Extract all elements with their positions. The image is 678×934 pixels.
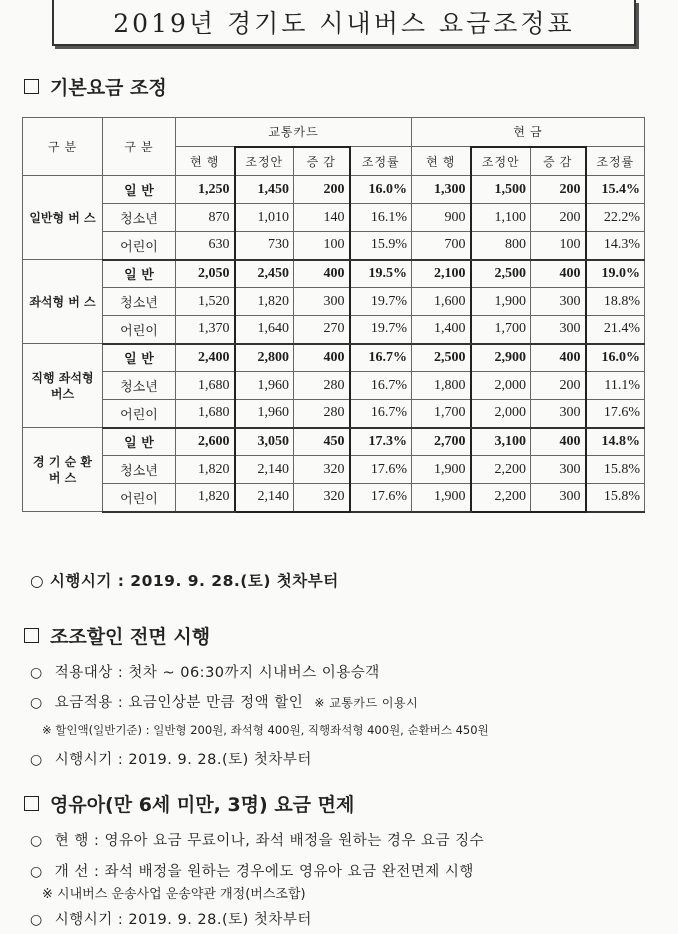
fare-value-cell: 400 [531, 260, 586, 288]
s3-line-improve: ○ 개 선 : 좌석 배정을 원하는 경우에도 영유아 요금 완전면제 시행 [30, 864, 474, 880]
s2-line-target: ○ 적용대상 : 첫차 ~ 06:30까지 시내버스 이용승객 [30, 665, 380, 681]
fare-value-cell: 19.7% [350, 316, 412, 344]
checkbox-square-icon [24, 79, 39, 94]
fare-value-cell: 16.1% [350, 204, 412, 232]
fare-value-cell: 1,820 [176, 456, 235, 484]
fare-value-cell: 22.2% [586, 204, 645, 232]
rider-type-label: 어린이 [103, 316, 176, 344]
bullet-circle-icon: ○ [30, 695, 43, 711]
fare-value-cell: 17.3% [350, 428, 412, 456]
bus-type-label: 경 기 순 환 버 스 [23, 428, 103, 512]
s3-line-date: ○ 시행시기 : 2019. 9. 28.(토) 첫차부터 [30, 912, 312, 928]
fare-value-cell: 200 [531, 204, 586, 232]
fare-value-cell: 320 [294, 484, 350, 512]
table-row [23, 176, 645, 204]
table-row [23, 400, 645, 428]
rider-type-label: 어린이 [103, 400, 176, 428]
fare-value-cell: 450 [294, 428, 350, 456]
fare-value-cell: 2,100 [412, 260, 471, 288]
sub-header-cell: 증 감 [531, 147, 586, 176]
sub-header-cell: 조정률 [586, 147, 645, 176]
header-gubun-1: 구 분 [23, 118, 103, 176]
rider-type-label: 청소년 [103, 372, 176, 400]
fare-value-cell: 140 [294, 204, 350, 232]
header-gubun-2: 구 분 [103, 118, 176, 176]
rider-type-label: 어린이 [103, 232, 176, 260]
table-row [23, 288, 645, 316]
fare-value-cell: 2,450 [235, 260, 294, 288]
fare-value-cell: 400 [531, 344, 586, 372]
sub-header-cell: 증 감 [294, 147, 350, 176]
header-cash-group: 현 금 [412, 118, 645, 147]
fare-value-cell: 16.7% [350, 372, 412, 400]
checkbox-square-icon [24, 628, 39, 643]
bus-type-label: 직행 좌석형 버스 [23, 344, 103, 428]
fare-value-cell: 16.0% [350, 176, 412, 204]
fare-value-cell: 800 [471, 232, 531, 260]
fare-value-cell: 2,140 [235, 456, 294, 484]
fare-value-cell: 1,800 [412, 372, 471, 400]
sub-header-cell: 조정안 [235, 147, 294, 176]
fare-value-cell: 1,640 [235, 316, 294, 344]
sub-header-cell: 조정률 [350, 147, 412, 176]
fare-value-cell: 19.0% [586, 260, 645, 288]
table-row [23, 484, 645, 512]
fare-value-cell: 14.8% [586, 428, 645, 456]
fare-value-cell: 18.8% [586, 288, 645, 316]
rider-type-label: 어린이 [103, 484, 176, 512]
fare-value-cell: 19.5% [350, 260, 412, 288]
fare-value-cell: 15.8% [586, 484, 645, 512]
fare-value-cell: 2,400 [176, 344, 235, 372]
rider-type-label: 일 반 [103, 428, 176, 456]
table-row [23, 372, 645, 400]
fare-value-cell: 320 [294, 456, 350, 484]
fare-value-cell: 14.3% [586, 232, 645, 260]
bullet-circle-icon: ○ [30, 833, 43, 849]
section-infant-exemption [24, 790, 354, 817]
fare-value-cell: 400 [531, 428, 586, 456]
fare-value-cell: 200 [531, 176, 586, 204]
table-row [23, 260, 645, 288]
sub-header-cell: 현 행 [176, 147, 235, 176]
fare-value-cell: 2,800 [235, 344, 294, 372]
fare-value-cell: 1,010 [235, 204, 294, 232]
fare-value-cell: 1,500 [471, 176, 531, 204]
fare-table [22, 117, 645, 513]
table-row [23, 232, 645, 260]
rider-type-label: 청소년 [103, 456, 176, 484]
fare-value-cell: 300 [294, 288, 350, 316]
fare-value-cell: 2,600 [176, 428, 235, 456]
rider-type-label: 일 반 [103, 344, 176, 372]
section-basic-fare-label: 기본요금 조정 [50, 77, 167, 99]
fare-value-cell: 100 [531, 232, 586, 260]
fare-value-cell: 16.7% [350, 344, 412, 372]
fare-value-cell: 2,200 [471, 484, 531, 512]
fare-value-cell: 1,520 [176, 288, 235, 316]
fare-value-cell: 1,820 [176, 484, 235, 512]
fare-value-cell: 280 [294, 372, 350, 400]
fare-value-cell: 1,680 [176, 400, 235, 428]
fare-value-cell: 730 [235, 232, 294, 260]
bullet-circle-icon: ○ [30, 665, 43, 681]
fare-value-cell: 300 [531, 288, 586, 316]
fare-value-cell: 15.8% [586, 456, 645, 484]
fare-value-cell: 2,140 [235, 484, 294, 512]
table-row [23, 456, 645, 484]
table-row [23, 204, 645, 232]
fare-value-cell: 1,900 [471, 288, 531, 316]
fare-value-cell: 17.6% [350, 484, 412, 512]
fare-value-cell: 2,900 [471, 344, 531, 372]
bullet-circle-icon: ○ [30, 752, 43, 768]
section-early-discount [24, 622, 210, 649]
fare-value-cell: 2,500 [471, 260, 531, 288]
section-early-discount-label: 조조할인 전면 시행 [50, 626, 211, 648]
sub-header-cell: 조정안 [471, 147, 531, 176]
fare-value-cell: 100 [294, 232, 350, 260]
fare-value-cell: 15.9% [350, 232, 412, 260]
fare-value-cell: 1,820 [235, 288, 294, 316]
fare-value-cell: 11.1% [586, 372, 645, 400]
bus-type-label: 좌석형 버 스 [23, 260, 103, 344]
fare-value-cell: 300 [531, 316, 586, 344]
fare-value-cell: 1,400 [412, 316, 471, 344]
fare-value-cell: 16.7% [350, 400, 412, 428]
fare-value-cell: 300 [531, 484, 586, 512]
fare-value-cell: 300 [531, 456, 586, 484]
fare-value-cell: 21.4% [586, 316, 645, 344]
s2-line-apply: ○ 요금적용 : 요금인상분 만큼 정액 할인 ※ 교통카드 이용시 [30, 695, 419, 711]
page-title: 2019년 경기도 시내버스 요금조정표 [52, 0, 636, 46]
checkbox-square-icon [24, 796, 39, 811]
fare-value-cell: 1,300 [412, 176, 471, 204]
fare-value-cell: 1,250 [176, 176, 235, 204]
fare-value-cell: 1,900 [412, 456, 471, 484]
table-row [23, 344, 645, 372]
fare-value-cell: 1,960 [235, 372, 294, 400]
fare-value-cell: 2,200 [471, 456, 531, 484]
s3-note: ※ 시내버스 운송사업 운송약관 개정(버스조합) [42, 887, 306, 902]
fare-value-cell: 19.7% [350, 288, 412, 316]
fare-value-cell: 1,450 [235, 176, 294, 204]
rider-type-label: 청소년 [103, 204, 176, 232]
fare-value-cell: 870 [176, 204, 235, 232]
section-infant-exemption-label: 영유아(만 6세 미만, 3명) 요금 면제 [50, 794, 355, 816]
fare-value-cell: 700 [412, 232, 471, 260]
fare-value-cell: 1,600 [412, 288, 471, 316]
fare-value-cell: 3,050 [235, 428, 294, 456]
fare-value-cell: 630 [176, 232, 235, 260]
rider-type-label: 청소년 [103, 288, 176, 316]
fare-value-cell: 200 [294, 176, 350, 204]
bullet-circle-icon: ○ [30, 864, 43, 880]
fare-value-cell: 1,100 [471, 204, 531, 232]
fare-value-cell: 2,700 [412, 428, 471, 456]
fare-value-cell: 2,500 [412, 344, 471, 372]
fare-value-cell: 200 [531, 372, 586, 400]
table-row [23, 428, 645, 456]
fare-value-cell: 400 [294, 260, 350, 288]
s2-discount-note: ※ 할인액(일반기준) : 일반형 200원, 좌석형 400원, 직행좌석형 400원, 순환버스 450원 [42, 723, 489, 737]
header-card-group: 교통카드 [176, 118, 412, 147]
fare-value-cell: 3,100 [471, 428, 531, 456]
section1-effective-date: ○ 시행시기 : 2019. 9. 28.(토) 첫차부터 [30, 572, 339, 590]
bullet-circle-icon: ○ [30, 912, 43, 928]
fare-value-cell: 1,700 [412, 400, 471, 428]
fare-value-cell: 16.0% [586, 344, 645, 372]
fare-value-cell: 1,960 [235, 400, 294, 428]
fare-value-cell: 1,370 [176, 316, 235, 344]
s3-line-current: ○ 현 행 : 영유아 요금 무료이나, 좌석 배정을 원하는 경우 요금 징수 [30, 833, 485, 849]
fare-value-cell: 1,900 [412, 484, 471, 512]
s2-line-date: ○ 시행시기 : 2019. 9. 28.(토) 첫차부터 [30, 752, 312, 768]
sub-header-cell: 현 행 [412, 147, 471, 176]
bus-type-label: 일반형 버 스 [23, 176, 103, 260]
s2-card-note: ※ 교통카드 이용시 [314, 696, 419, 710]
fare-value-cell: 2,000 [471, 372, 531, 400]
fare-value-cell: 17.6% [350, 456, 412, 484]
fare-value-cell: 1,680 [176, 372, 235, 400]
fare-value-cell: 270 [294, 316, 350, 344]
rider-type-label: 일 반 [103, 176, 176, 204]
fare-value-cell: 17.6% [586, 400, 645, 428]
fare-value-cell: 15.4% [586, 176, 645, 204]
fare-value-cell: 400 [294, 344, 350, 372]
rider-type-label: 일 반 [103, 260, 176, 288]
table-row [23, 316, 645, 344]
fare-value-cell: 900 [412, 204, 471, 232]
section-basic-fare [24, 73, 167, 100]
fare-value-cell: 1,700 [471, 316, 531, 344]
fare-value-cell: 300 [531, 400, 586, 428]
fare-value-cell: 2,050 [176, 260, 235, 288]
fare-value-cell: 280 [294, 400, 350, 428]
fare-value-cell: 2,000 [471, 400, 531, 428]
